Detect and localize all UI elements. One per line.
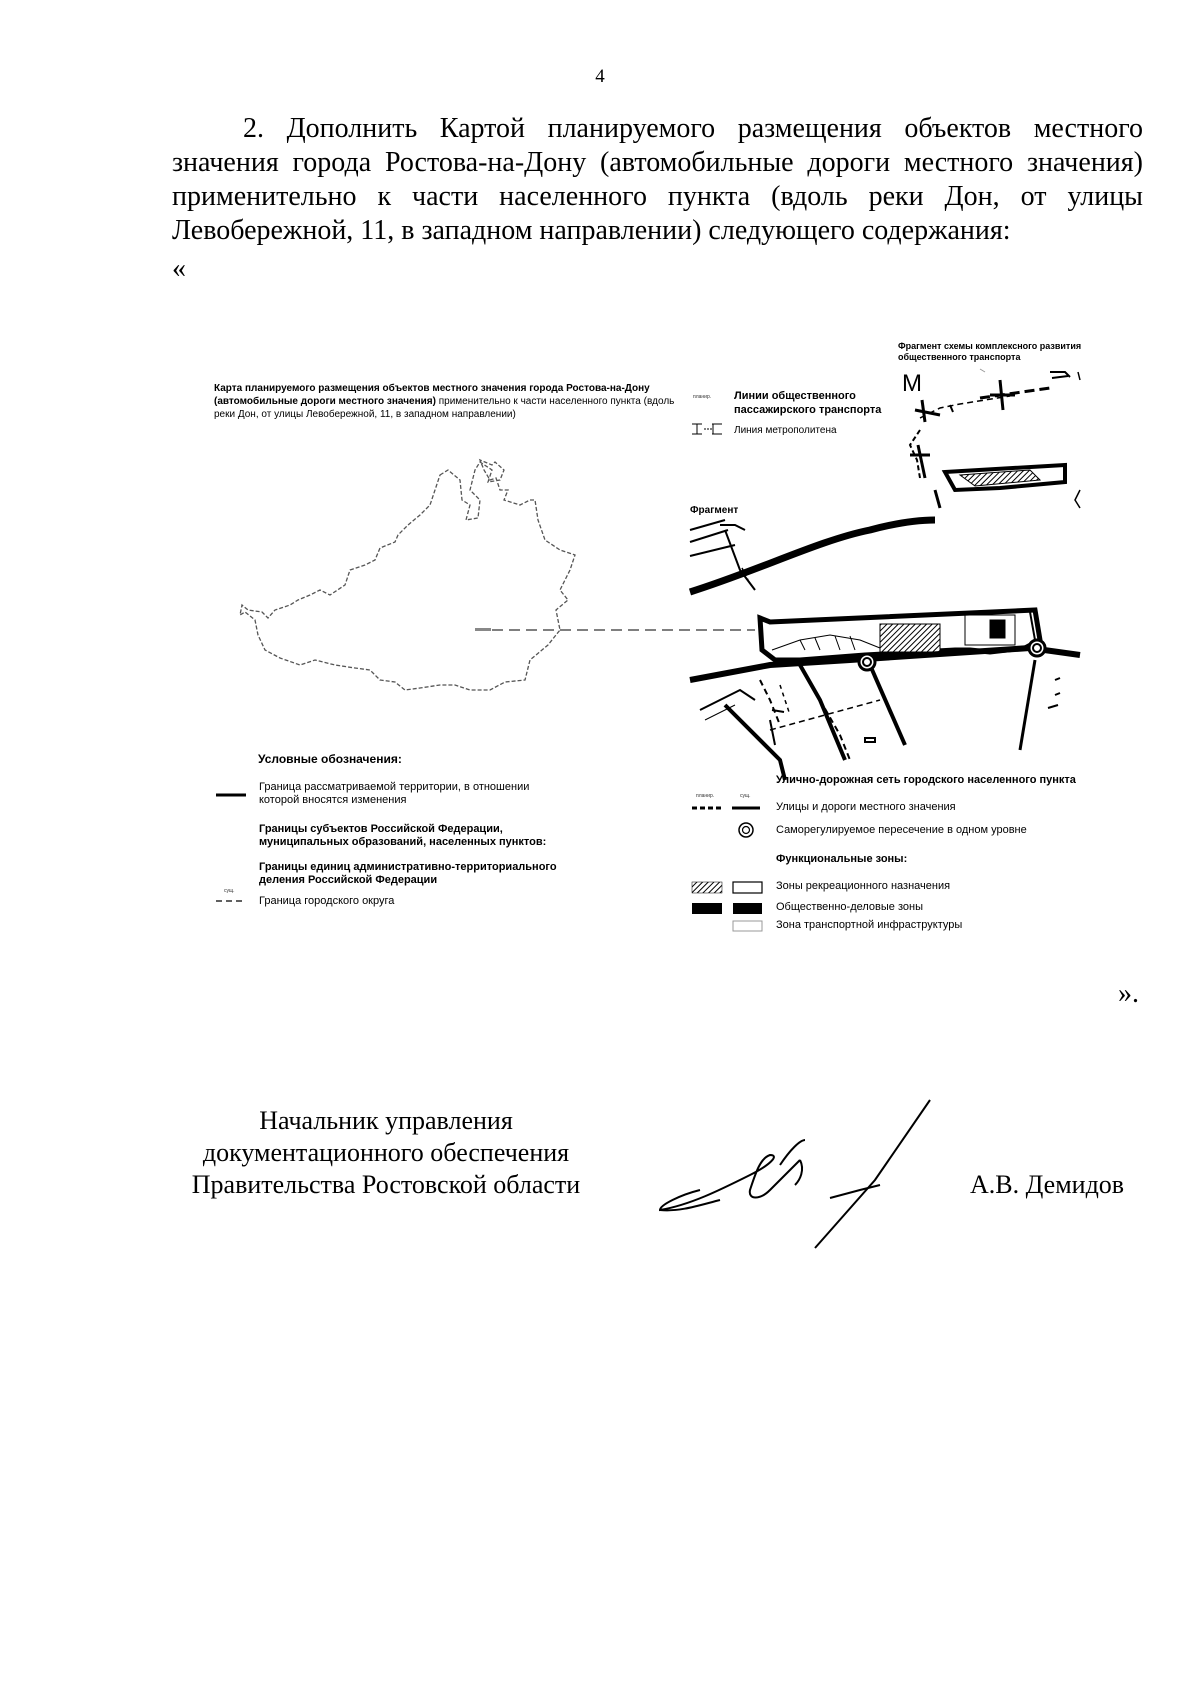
transport-zone-symbol <box>733 921 762 931</box>
legend-transport-zone: Зона транспортной инфраструктуры <box>776 919 963 931</box>
transit-legend-symbols <box>692 424 722 434</box>
legend-city-district: Граница городского округа <box>259 895 395 907</box>
transit-lines-label-1: Линии общественного <box>734 390 856 402</box>
paragraph-line-2: значения города Ростова-на-Дону (автомобильные дороги местного значения) <box>172 147 1143 178</box>
legend-streets: Улицы и дороги местного значения <box>776 801 956 813</box>
legend-sush: сущ. <box>224 888 235 894</box>
fragment-map <box>690 520 1080 780</box>
leader-line-end <box>475 628 491 631</box>
city-district-outline <box>240 460 575 690</box>
legend-units-2: деления Российской Федерации <box>259 874 438 886</box>
legend-heading: Условные обозначения: <box>258 752 402 766</box>
legend-boundary-1: Граница рассматриваемой территории, в отношении <box>259 781 530 793</box>
metro-label: Линия метрополитена <box>734 425 837 436</box>
legend-functional-zones: Функциональные зоны: <box>776 853 908 865</box>
transit-fragment-title-2: общественного транспорта <box>898 352 1021 362</box>
signature-block <box>172 1105 600 1201</box>
quote-close: ». <box>1118 978 1139 1009</box>
signatory-name: А.В. Демидов <box>970 1170 1125 1199</box>
recreation-existing-symbol <box>733 882 762 893</box>
crossing-marker-2 <box>1029 640 1045 656</box>
legend-plan-abbr: планир. <box>696 793 715 799</box>
crossing-marker-1 <box>859 654 875 670</box>
page-number: 4 <box>595 66 605 87</box>
signature-line-3: Правительства Ростовской области <box>191 1170 581 1199</box>
map-title-normal: применительно к части населенного пункта (вдоль реки Дон, от улицы Левобережной, 11, в западном направлении) <box>214 396 675 420</box>
legend-recreation: Зоны рекреационного назначения <box>776 880 951 892</box>
paragraph-line-4: Левобережной, 11, в западном направлении) следующего содержания: <box>172 215 1011 246</box>
recreation-planned-symbol <box>692 882 722 893</box>
legend-boundary-2: которой вносятся изменения <box>259 794 407 806</box>
signature-line-1: Начальник управления <box>259 1106 513 1135</box>
legend-subjects-2: муниципальных образований, населенных пунктов: <box>259 836 547 848</box>
signature-line-2: документационного обеспечения <box>202 1138 570 1167</box>
quote-open: « <box>172 253 186 284</box>
map-title-bold: Карта планируемого размещения объектов местного значения города Ростова-на-Дону (автомобильные дороги местного значения) <box>214 383 650 407</box>
legend-road-network: Улично-дорожная сеть городского населенного пункта <box>776 774 1076 786</box>
signature-drawing <box>660 1100 930 1248</box>
legend-exist-abbr: сущ. <box>740 793 751 799</box>
transit-lines-abbr: планир. <box>693 394 712 400</box>
legend-business: Общественно-деловые зоны <box>776 901 923 913</box>
metro-letter: M <box>902 370 922 397</box>
legend-subjects-1: Границы субъектов Российской Федерации, <box>259 823 503 835</box>
business-existing-symbol <box>733 903 762 914</box>
legend-crossing: Саморегулируемое пересечение в одном уровне <box>776 824 1027 836</box>
legend-units-1: Границы единиц административно-территориального <box>259 861 557 873</box>
paragraph-line-3: применительно к части населенного пункта (вдоль реки Дон, от улицы <box>172 181 1143 212</box>
transit-lines-label-2: пассажирского транспорта <box>734 404 882 416</box>
crossing-symbol <box>739 823 753 837</box>
business-planned-symbol <box>692 903 722 914</box>
transit-fragment-title-1: Фрагмент схемы комплексного развития <box>898 341 1082 351</box>
transit-fragment-map <box>910 369 1080 508</box>
fragment-label: Фрагмент <box>690 505 739 516</box>
paragraph-line-1: 2. Дополнить Картой планируемого размещения объектов местного <box>243 113 1143 144</box>
